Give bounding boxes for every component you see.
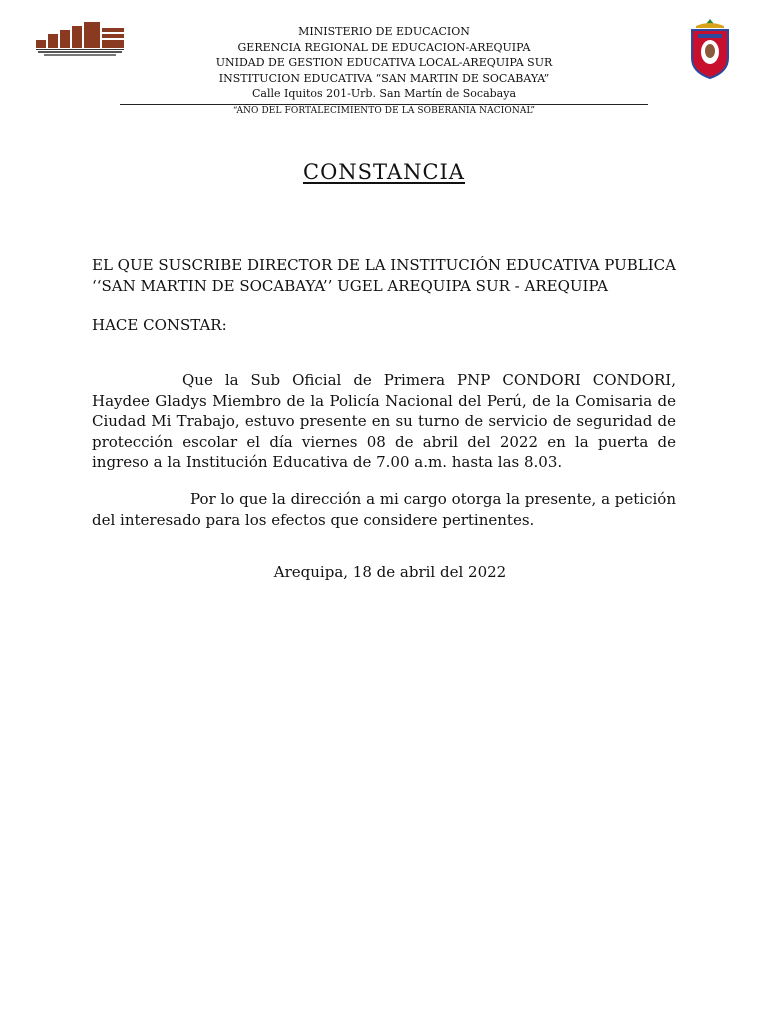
year-motto: “AÑO DEL FORTALECIMIENTO DE LA SOBERANIA NACIONAL”	[232, 106, 536, 116]
header-line-ugel: UNIDAD DE GESTION EDUCATIVA LOCAL-AREQUIPA SUR	[215, 56, 553, 69]
document-title-text: CONSTANCIA	[303, 160, 465, 184]
ministerio-educacion-logo	[34, 20, 126, 58]
intro-line-2: ‘‘SAN MARTIN DE SOCABAYA’’ UGEL AREQUIPA SUR - AREQUIPA	[92, 277, 608, 295]
document-title	[0, 160, 768, 184]
header-divider	[120, 104, 648, 105]
header-line-address: Calle Iquitos 201-Urb. San Martín de Socabaya	[251, 87, 517, 100]
hace-constar-heading: HACE CONSTAR:	[92, 316, 227, 334]
closing-paragraph: Por lo que la dirección a mi cargo otorga la presente, a petición del interesado para los efectos que considere pertinentes.	[92, 490, 676, 529]
school-shield-emblem	[688, 18, 732, 80]
date-line: Arequipa, 18 de abril del 2022	[273, 563, 507, 581]
header-line-ministry: MINISTERIO DE EDUCACION	[298, 25, 470, 38]
institution-header	[150, 24, 618, 102]
header-line-gerencia: GERENCIA REGIONAL DE EDUCACION-AREQUIPA	[237, 40, 531, 54]
header-line-institution: INSTITUCION EDUCATIVA “SAN MARTIN DE SOCABAYA”	[218, 71, 550, 85]
certification-paragraph: Que la Sub Oficial de Primera PNP CONDORI CONDORI, Haydee Gladys Miembro de la Policía Nacional del Perú, de la Comisaria de Ciudad Mi Trabajo, estuvo presente en su turno de servicio de seguridad de protección escolar el día viernes 08 de abril del 2022 en la puerta de ingreso a la Institución Educativa de 7.00 a.m. hasta las 8.03.	[92, 371, 676, 471]
intro-line-1: EL QUE SUSCRIBE DIRECTOR DE LA INSTITUCIÓN EDUCATIVA PUBLICA	[92, 256, 676, 274]
intro-block	[92, 255, 682, 297]
